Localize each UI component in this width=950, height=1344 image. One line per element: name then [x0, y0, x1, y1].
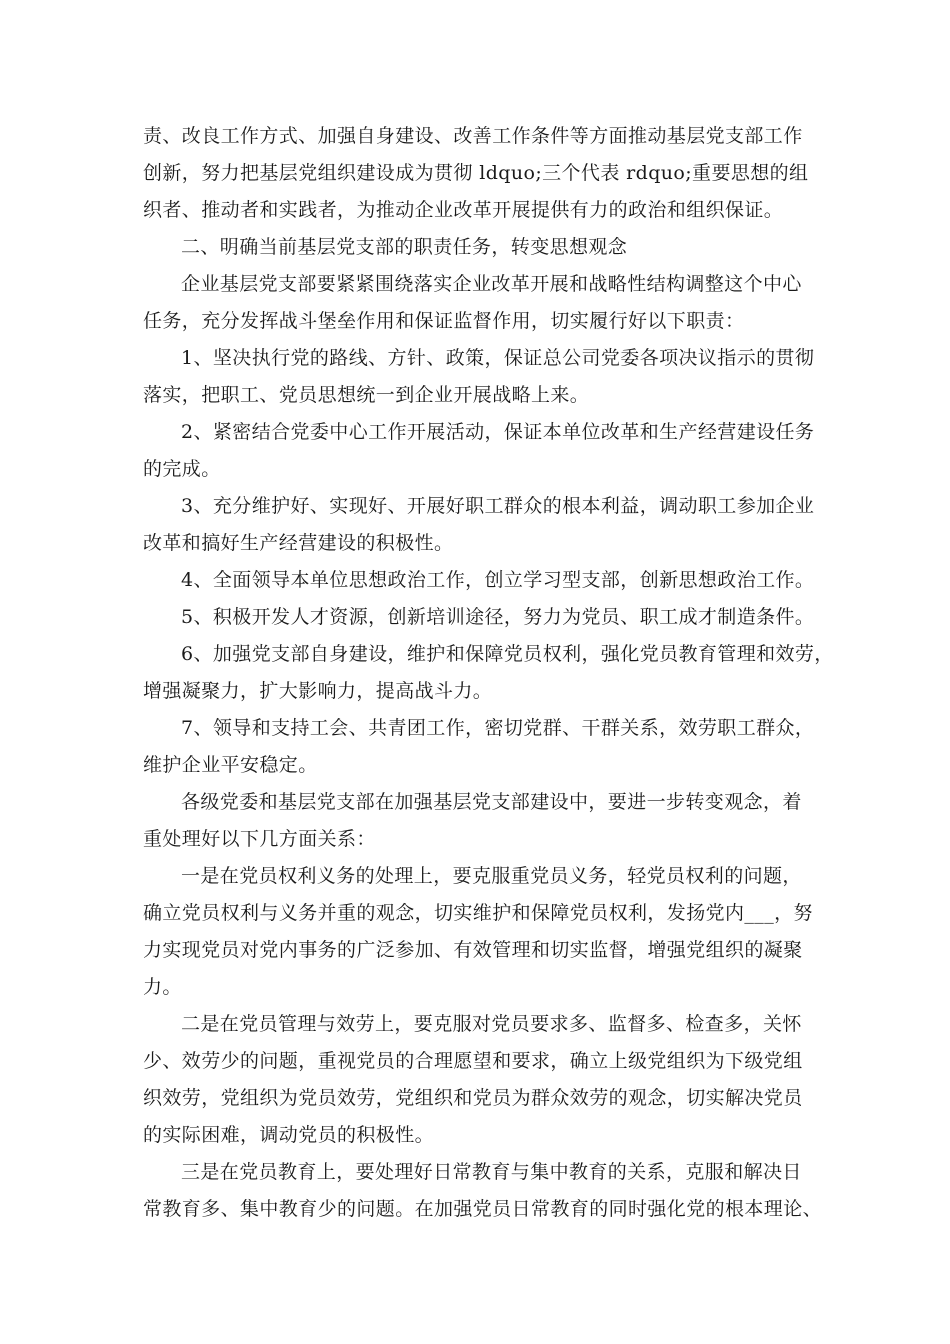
text-line: 二是在党员管理与效劳上，要克服对党员要求多、监督多、检查多，关怀	[181, 1013, 802, 1035]
list-item: 2、紧密结合党委中心工作开展活动，保证本单位改革和生产经营建设任务	[181, 421, 815, 443]
text-line: 各级党委和基层党支部在加强基层党支部建设中，要进一步转变观念，着	[181, 791, 802, 813]
section-heading: 二、明确当前基层党支部的职责任务，转变思想观念	[181, 236, 628, 258]
list-item: 6、加强党支部自身建设，维护和保障党员权利，强化党员教育管理和效劳，	[181, 643, 834, 665]
text-line: 三是在党员教育上，要处理好日常教育与集中教育的关系，克服和解决日	[181, 1161, 802, 1183]
text-line: 责、改良工作方式、加强自身建设、改善工作条件等方面推动基层党支部工作	[143, 125, 803, 147]
text-line: 重处理好以下几方面关系：	[143, 828, 376, 850]
text-line: 落实，把职工、党员思想统一到企业开展战略上来。	[143, 384, 590, 406]
text-line: 的完成。	[143, 458, 221, 480]
text-line: 维护企业平安稳定。	[143, 754, 318, 776]
text-line: 常教育多、集中教育少的问题。在加强党员日常教育的同时强化党的根本理论、	[143, 1198, 823, 1220]
list-item: 4、全面领导本单位思想政治工作，创立学习型支部，创新思想政治工作。	[181, 569, 815, 591]
list-item: 3、充分维护好、实现好、开展好职工群众的根本利益，调动职工参加企业	[181, 495, 815, 517]
text-line: 少、效劳少的问题，重视党员的合理愿望和要求，确立上级党组织为下级党组	[143, 1050, 803, 1072]
text-line: 企业基层党支部要紧紧围绕落实企业改革开展和战略性结构调整这个中心	[181, 273, 802, 295]
text-line: 确立党员权利与义务并重的观念，切实维护和保障党员权利，发扬党内___，努	[143, 902, 813, 924]
text-line: 织效劳，党组织为党员效劳，党组织和党员为群众效劳的观念，切实解决党员	[143, 1087, 803, 1109]
text-line: 改革和搞好生产经营建设的积极性。	[143, 532, 454, 554]
text-line: 织者、推动者和实践者，为推动企业改革开展提供有力的政治和组织保证。	[143, 199, 784, 221]
list-item: 7、领导和支持工会、共青团工作，密切党群、干群关系，效劳职工群众，	[181, 717, 815, 739]
list-item: 5、积极开发人才资源，创新培训途径，努力为党员、职工成才制造条件。	[181, 606, 815, 628]
text-line: 力。	[143, 976, 182, 998]
text-line: 创新，努力把基层党组织建设成为贯彻 ldquo;三个代表 rdquo;重要思想的组	[143, 162, 809, 184]
text-line: 力实现党员对党内事务的广泛参加、有效管理和切实监督，增强党组织的凝聚	[143, 939, 803, 961]
text-line: 增强凝聚力，扩大影响力，提高战斗力。	[143, 680, 493, 702]
text-line: 任务，充分发挥战斗堡垒作用和保证监督作用，切实履行好以下职责：	[143, 310, 745, 332]
text-line: 一是在党员权利义务的处理上，要克服重党员义务，轻党员权利的问题，	[181, 865, 802, 887]
list-item: 1、坚决执行党的路线、方针、政策，保证总公司党委各项决议指示的贯彻	[181, 347, 815, 369]
text-line: 的实际困难，调动党员的积极性。	[143, 1124, 435, 1146]
